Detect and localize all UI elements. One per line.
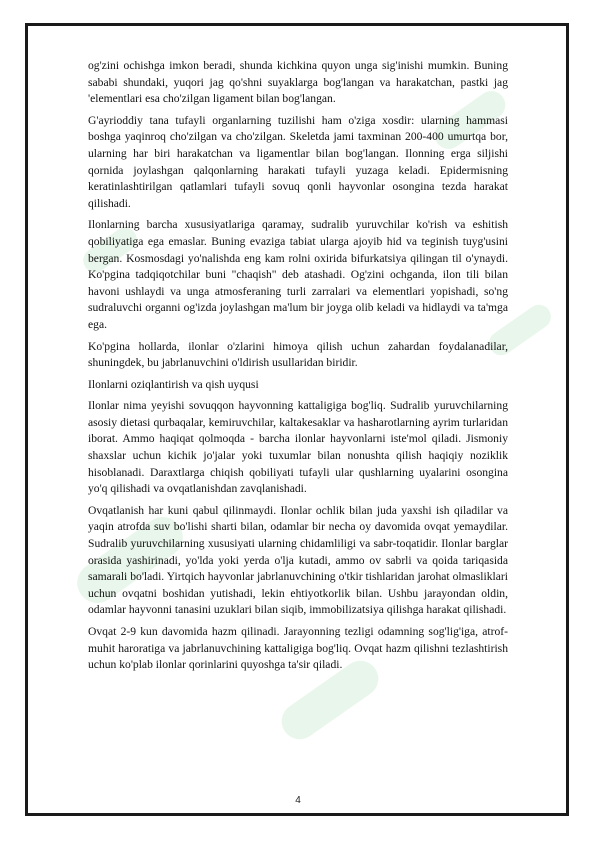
- paragraph: Ovqatlanish har kuni qabul qilinmaydi. Ilonlar ochlik bilan juda yaxshi ish qiladilar va yaqin atrofda suv bo'lishi sharti bilan, odamlar bir necha oy davomida ovqat yemaydilar. Sudralib yuruvchilarning xususiyati ularning chidamliligi va sabr-toqatidir. Ilonlar barglar orasida yashirinadi, yo'lda yoki yerda o'lja kutadi, ammo ov sabrli va qoida tariqasida samarali bo'ladi. Yirtqich hayvonlar jabrlanuvchining o'tkir tishlaridan jarohat olmasliklari uchun ovqatni boshidan yutishadi, lekin ehtiyotkorlik bilan. Ushbu jarayondan oldin, odamlar hayvonni tanasini uzuklari bilan siqib, immobilizatsiya qilishga harakat qilishadi.: [88, 503, 508, 617]
- paragraph: Ovqat 2-9 kun davomida hazm qilinadi. Jarayonning tezligi odamning sog'lig'iga, atrof-muhit haroratiga va jabrlanuvchining kattaligiga bog'liq. Ovqat hazm qilishni tezlashtirish uchun ko'plab ilonlar qorinlarini quyoshga ta'sir qiladi.: [88, 625, 508, 672]
- paragraph: Ilonlar nima yeyishi sovuqqon hayvonning kattaligiga bog'liq. Sudralib yuruvchilarning asosiy dietasi qurbaqalar, kemiruvchilar, kaltakesaklar va hasharotlarning ayrim turlaridan iborat. Ammo haqiqat qolmoqda - barcha ilonlar hayvonlarni iste'mol qiladi. Jismoniy shaxslar uchun kichik jo'jalar yoki tuxumlar bilan nonushta qilish haqiqiy noziklik hisoblanadi. Daraxtlarga chiqish qobiliyati tufayli ular qushlarning uyalarini osongina yo'q qilishadi va ovqatlanishdan zavqlanishadi.: [88, 399, 508, 496]
- paragraph: og'zini ochishga imkon beradi, shunda kichkina quyon unga sig'inishi mumkin. Buning sababi shundaki, yuqori jag qo'shni suyaklarga bog'langan va harakatchan, pastki jag 'elementlari esa cho'zilgan ligament bilan bog'langan.: [88, 59, 508, 106]
- paragraph: Ko'pgina hollarda, ilonlar o'zlarini himoya qilish uchun zahardan foydalanadilar, shuningdek, bu jabrlanuvchini o'ldirish usullaridan biridir.: [88, 339, 508, 370]
- section-heading: Ilonlarni oziqlantirish va qish uyqusi: [88, 377, 259, 391]
- paragraph: Ilonlarning barcha xususiyatlariga qaramay, sudralib yuruvchilar ko'rish va eshitish qobiliyatiga ega emaslar. Buning evaziga tabiat ularga ajoyib hid va teginish tuyg'usini bergan. Kosmosdagi yo'nalishda eng kam rolni oxirida bifurkatsiya qilingan til o'ynaydi. Ko'pgina tadqiqotchilar buni "chaqish" deb atashadi. Og'zini ochganda, ilon tili bilan havoni ushlaydi va unga atmosferaning turli zarralari va elementlari yopishadi, so'ng sudraluvchi organni og'izda joylashgan ma'lum bir joyga olib keladi va hidlaydi va ta'mga ega.: [88, 218, 508, 331]
- page-number: 4: [295, 795, 301, 806]
- paragraph: G'ayrioddiy tana tufayli organlarning tuzilishi ham o'ziga xosdir: ularning hammasi boshga yaqinroq cho'zilgan va cho'zilgan. Skeletda jami taxminan 200-400 umurtqa bor, ularning har biri harakatchan va ligamentlar bilan bog'langan. Ilonning erga siljishi qornida joylashgan qalqonlarning harakati tufayli yuzaga keladi. Epidermisning keratinlashtirilgan qatlamlari tufayli sovuq qonli hayvonlar osongina tezda harakat qilishadi.: [88, 113, 508, 210]
- document-body: [88, 58, 508, 679]
